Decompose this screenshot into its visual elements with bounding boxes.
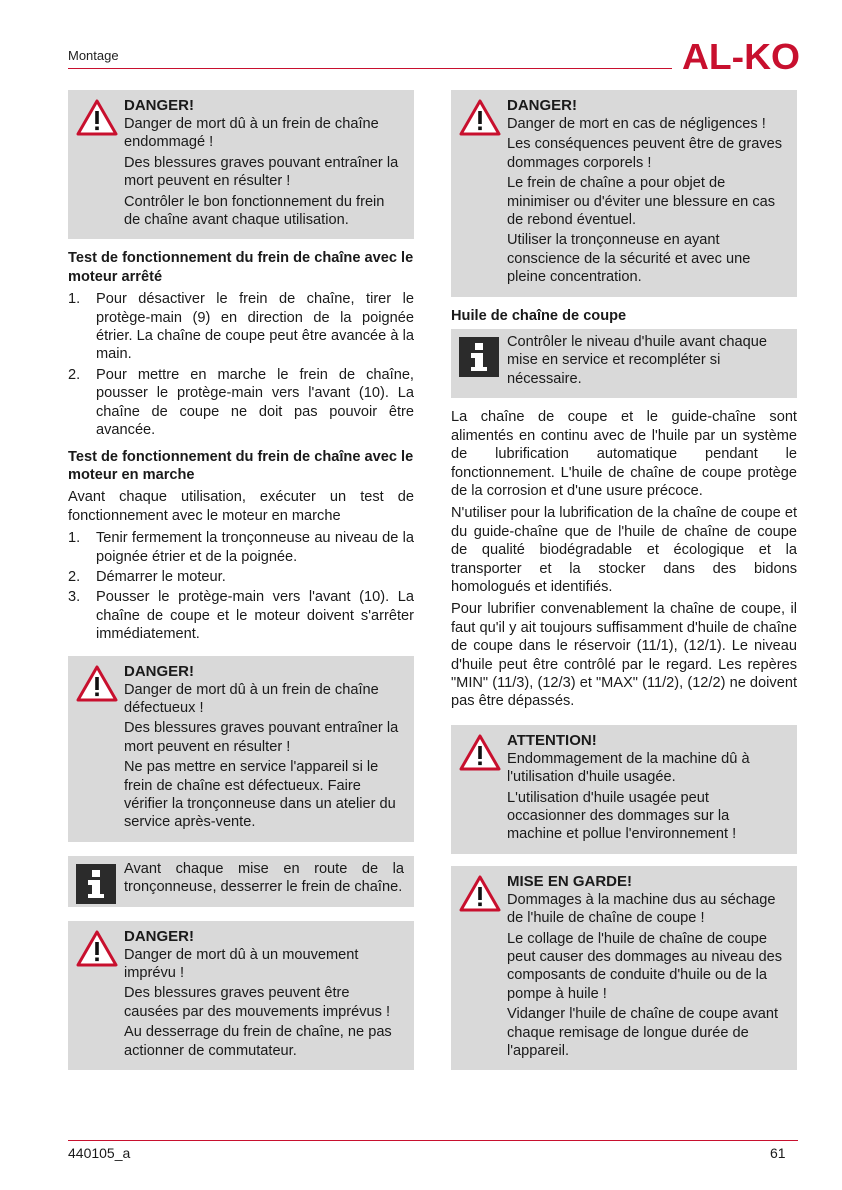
danger-title: DANGER! — [124, 927, 194, 945]
heading-chain-oil: Huile de chaîne de coupe — [451, 307, 627, 324]
caution-text: Vidanger l'huile de chaîne de coupe avant chaque remisage de longue durée de l'appareil. — [507, 1006, 779, 1060]
danger-text: Ne pas mettre en service l'appareil si le frein de chaîne est défectueux. Faire vérifier la tronçonneuse dans un atelier du service après-vente. — [124, 759, 396, 831]
danger-text: Danger de mort dû à un frein de chaîne endommagé ! — [124, 116, 379, 151]
info-icon — [76, 864, 116, 904]
danger-title: DANGER! — [124, 662, 194, 680]
attention-text: Endommagement de la machine dû à l'utilisation d'huile usagée. — [507, 750, 750, 786]
steps-motor-running — [68, 529, 414, 643]
info-box-release-brake — [68, 856, 414, 907]
list-item: 2. Pour mettre en marche le frein de chaîne, pousser le protège-main vers l'avant (10). La chaîne de coupe ne doit pas pouvoir être avancée. — [68, 366, 414, 439]
test-intro: Avant chaque utilisation, exécuter un test de fonctionnement avec le moteur en marche — [68, 489, 414, 524]
caution-text: Le collage de l'huile de chaîne de coupe peut causer des dommages au niveau des composants de conduite d'huile ou de la pompe à huile ! — [507, 930, 783, 1002]
oil-paragraph: N'utiliser pour la lubrification de la chaîne de coupe et du guide-chaîne que de l'huile de chaîne de coupe de qualité biodégradable et écologique et la transporter et la stocker dans des bidons homologués et identifiés. — [451, 505, 797, 595]
right-column — [451, 90, 797, 1080]
left-column — [68, 90, 414, 1080]
section-title: Montage — [68, 48, 119, 63]
warning-triangle-icon — [76, 929, 118, 969]
info-icon — [459, 337, 499, 377]
al-ko-logo — [682, 40, 800, 72]
list-item: 1. Tenir fermement la tronçonneuse au niveau de la poignée étrier et de la poignée. — [68, 530, 414, 565]
info-text: Avant chaque mise en route de la tronçonneuse, desserrer le frein de chaîne. — [124, 860, 404, 896]
danger-text: Danger de mort dû à un mouvement imprévu ! — [124, 946, 359, 982]
danger-box-negligence — [451, 90, 797, 297]
info-text: Contrôler le niveau d'huile avant chaque mise en service et recompléter si nécessaire. — [507, 334, 767, 387]
warning-triangle-icon — [76, 664, 118, 704]
heading-test-motor-stopped: Test de fonctionnement du frein de chaîne avec le moteur arrêté — [68, 250, 414, 285]
list-item: 3. Pousser le protège-main vers l'avant (10). La chaîne de coupe et le moteur doivent s'arrêter immédiatement. — [68, 589, 414, 643]
danger-box-defective-brake — [68, 656, 414, 842]
danger-text: Danger de mort dû à un frein de chaîne défectueux ! — [124, 681, 379, 716]
attention-text: L'utilisation d'huile usagée peut occasionner des dommages sur la machine et pollue l'environnement ! — [507, 789, 737, 843]
list-item: 1. Pour désactiver le frein de chaîne, tirer le protège-main (9) en direction de la poignée étrier. La chaîne de coupe peut être avancée à la main. — [68, 291, 414, 363]
info-box-oil-level — [451, 329, 797, 398]
caution-box-oil-drying — [451, 866, 797, 1071]
attention-title: ATTENTION! — [507, 731, 597, 749]
page-number: 61 — [770, 1145, 786, 1161]
footer-divider — [68, 1140, 798, 1141]
document-id: 440105_a — [68, 1145, 131, 1161]
warning-triangle-icon — [459, 733, 501, 773]
list-item: 2. Démarrer le moteur. — [68, 568, 226, 585]
danger-text: Les conséquences peuvent être de graves dommages corporels ! — [507, 136, 783, 171]
warning-triangle-icon — [76, 98, 118, 138]
danger-text: Des blessures graves pouvant entraîner la mort peuvent en résulter ! — [124, 720, 399, 755]
danger-text: Des blessures graves peuvent être causées par des mouvements imprévus ! — [124, 985, 391, 1020]
danger-text: Des blessures graves pouvant entraîner la mort peuvent en résulter ! — [124, 154, 399, 190]
danger-text: Le frein de chaîne a pour objet de minimiser ou d'éviter une blessure en cas de rebond éventuel. — [507, 175, 776, 229]
header-divider — [68, 68, 672, 69]
heading-test-motor-running: Test de fonctionnement du frein de chaîne avec le moteur en marche — [68, 448, 414, 483]
danger-text: Danger de mort en cas de négligences ! — [507, 116, 766, 132]
danger-title: DANGER! — [124, 97, 194, 114]
caution-title: MISE EN GARDE! — [507, 872, 633, 890]
logo-text: AL-KO — [682, 40, 800, 72]
oil-paragraph: Pour lubrifier convenablement la chaîne de coupe, il faut qu'il y ait toujours suffisamment d'huile de chaîne de coupe dans le réservoir (11/1), (12/1). Le niveau d'huile peut être contrôlé par le regard. Les repères "MIN" (11/3), (12/3) et "MAX" (11/2), (12/2) ne doivent pas être dépassés. — [451, 601, 797, 710]
warning-triangle-icon — [459, 874, 501, 914]
attention-box-used-oil — [451, 725, 797, 854]
danger-title: DANGER! — [507, 97, 577, 114]
steps-motor-stopped — [68, 290, 414, 439]
danger-text: Utiliser la tronçonneuse en ayant conscience de la sécurité et avec une pleine concentration. — [507, 232, 751, 286]
warning-triangle-icon — [459, 98, 501, 138]
oil-paragraph: La chaîne de coupe et le guide-chaîne sont alimentés en continu avec de l'huile par un système de lubrification automatique pendant le fonctionnement. L'huile de chaîne de coupe protège de la corrosion et d'une usure précoce. — [451, 409, 797, 499]
danger-box-damaged-brake — [68, 90, 414, 239]
danger-box-unexpected-movement — [68, 921, 414, 1070]
caution-text: Dommages à la machine dus au séchage de l'huile de chaîne de coupe ! — [507, 891, 776, 927]
danger-text: Au desserrage du frein de chaîne, ne pas actionner de commutateur. — [124, 1024, 392, 1059]
danger-text: Contrôler le bon fonctionnement du frein de chaîne avant chaque utilisation. — [124, 193, 385, 229]
